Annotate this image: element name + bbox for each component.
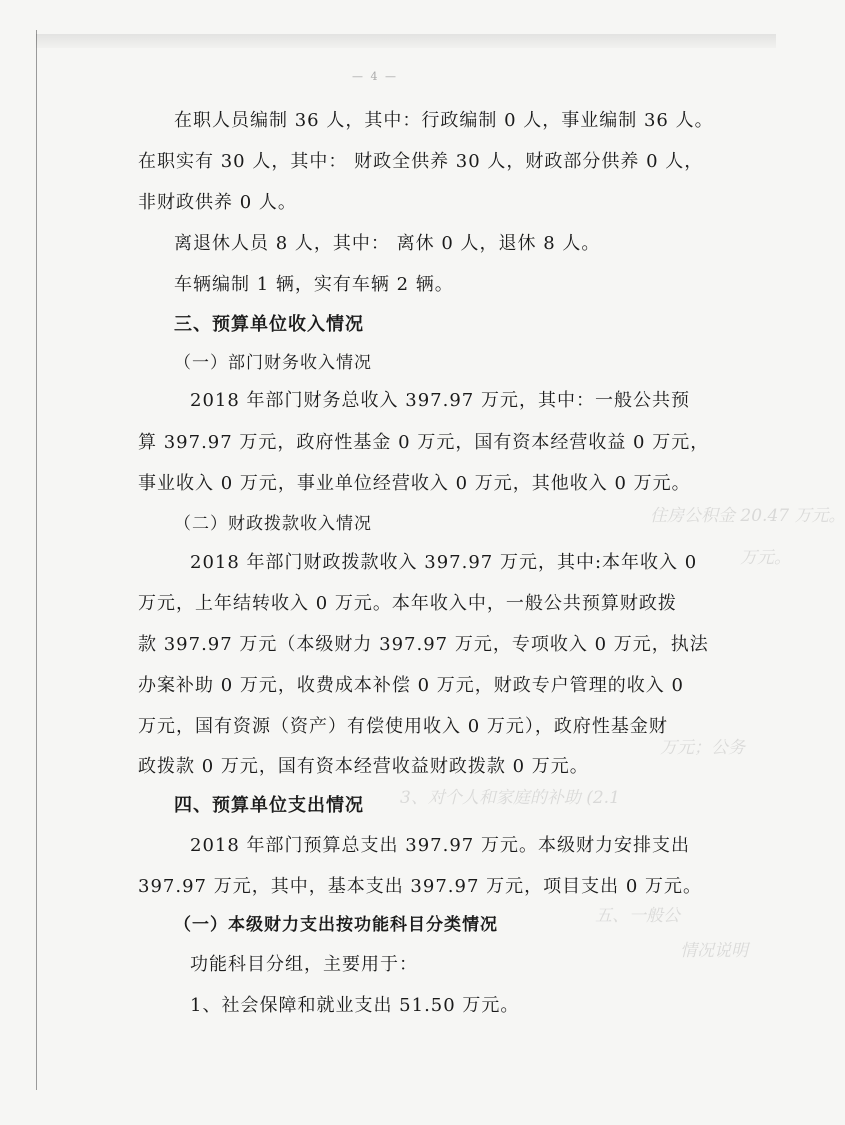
paragraph-line: 万元，国有资源（资产）有偿使用收入 0 万元），政府性基金财: [138, 716, 668, 737]
bleed-text: 情况说明: [680, 941, 748, 961]
bleed-text: 住房公积金 20.47 万元。: [650, 506, 845, 526]
bleed-text: 万元；公务: [660, 738, 745, 758]
paragraph-line: 2018 年部门财务总收入 397.97 万元，其中：一般公共预: [190, 390, 690, 411]
paragraph-line: 1、社会保障和就业支出 51.50 万元。: [190, 995, 520, 1016]
subsection-heading: （一）部门财务收入情况: [174, 353, 372, 373]
paragraph-line: 在职实有 30 人，其中： 财政全供养 30 人，财政部分供养 0 人，: [138, 151, 704, 172]
page-edge: [36, 30, 37, 1090]
subsection-heading: （二）财政拨款收入情况: [174, 514, 372, 534]
paragraph-line: 事业收入 0 万元，事业单位经营收入 0 万元，其他收入 0 万元。: [138, 473, 691, 494]
paragraph-line: 办案补助 0 万元，收费成本补偿 0 万元，财政专户管理的收入 0: [138, 675, 684, 696]
paragraph-line: 离退休人员 8 人，其中： 离休 0 人，退休 8 人。: [174, 233, 601, 254]
section-heading: 三、预算单位收入情况: [174, 314, 364, 335]
paragraph-line: 在职人员编制 36 人，其中：行政编制 0 人，事业编制 36 人。: [174, 110, 714, 131]
paragraph-line: 功能科目分组，主要用于：: [190, 954, 418, 975]
paragraph-line: 2018 年部门预算总支出 397.97 万元。本级财力安排支出: [190, 835, 690, 856]
subsection-heading: （一）本级财力支出按功能科目分类情况: [174, 915, 498, 935]
paragraph-line: 万元，上年结转收入 0 万元。本年收入中，一般公共预算财政拨: [138, 593, 677, 614]
paragraph-line: 397.97 万元，其中，基本支出 397.97 万元，项目支出 0 万元。: [138, 876, 703, 897]
bleed-text: 3、对个人和家庭的补助 (2.1: [400, 788, 620, 808]
bleed-text: 五、一般公: [595, 906, 680, 926]
page-number: — 4 —: [352, 70, 398, 83]
scan-artifact: [36, 34, 776, 48]
paragraph-line: 款 397.97 万元（本级财力 397.97 万元，专项收入 0 万元，执法: [138, 634, 709, 655]
paragraph-line: 算 397.97 万元，政府性基金 0 万元，国有资本经营收益 0 万元，: [138, 432, 710, 453]
bleed-text: 万元。: [740, 548, 791, 568]
paragraph-line: 车辆编制 1 辆，实有车辆 2 辆。: [174, 274, 454, 295]
paragraph-line: 政拨款 0 万元，国有资本经营收益财政拨款 0 万元。: [138, 756, 589, 777]
paragraph-line: 非财政供养 0 人。: [138, 192, 297, 213]
paragraph-line: 2018 年部门财政拨款收入 397.97 万元，其中:本年收入 0: [190, 552, 698, 573]
section-heading: 四、预算单位支出情况: [174, 795, 364, 816]
